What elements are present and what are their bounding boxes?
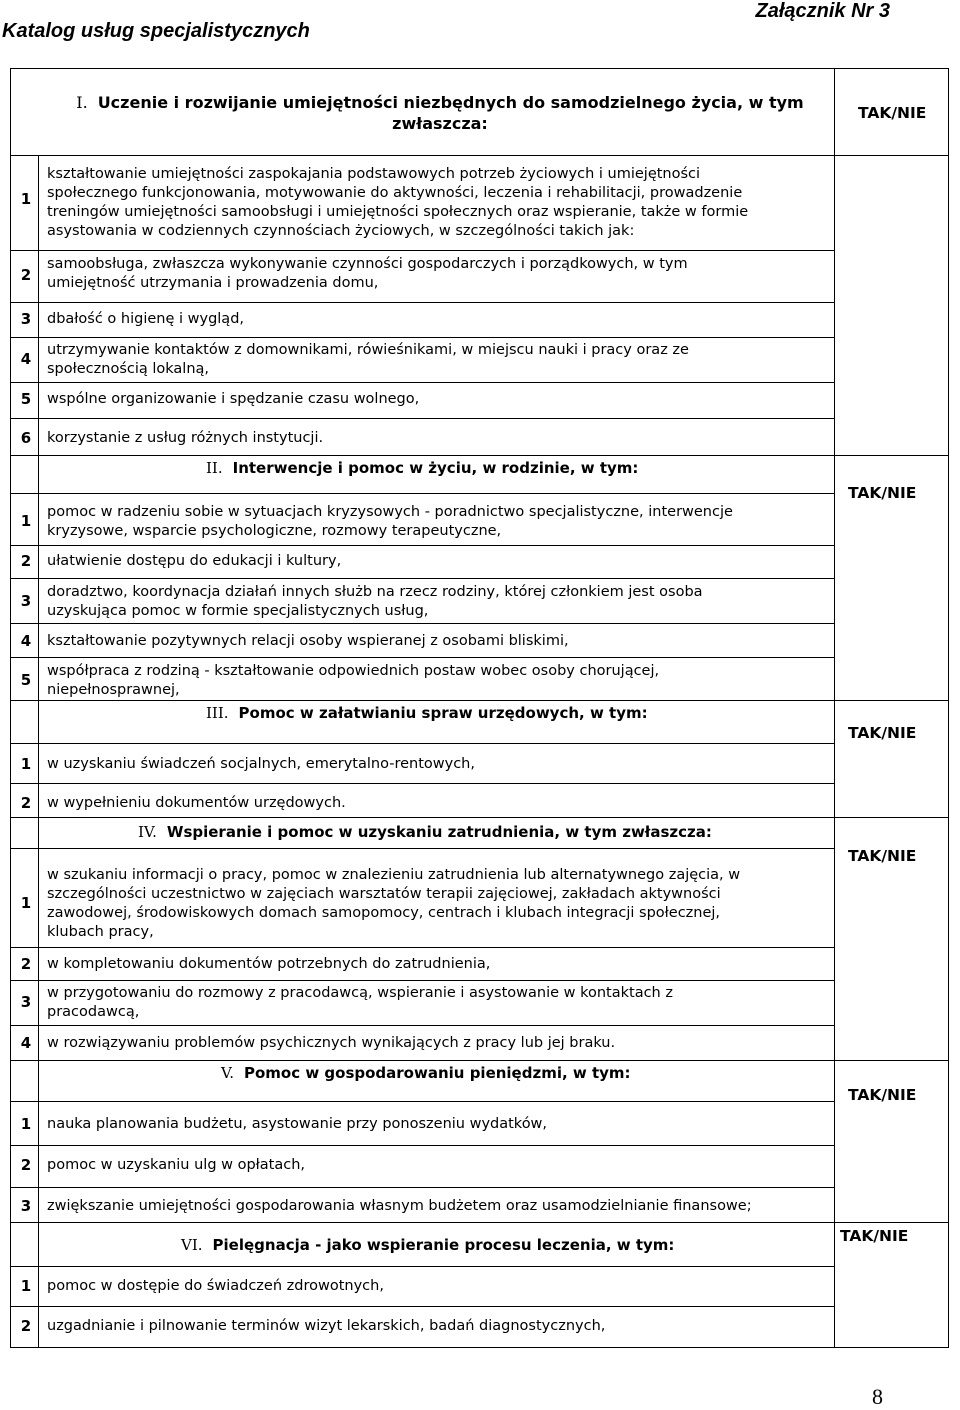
item-text bbox=[47, 632, 569, 651]
item-number: 1 bbox=[20, 1115, 32, 1133]
number-column-divider bbox=[38, 155, 39, 1348]
section-title: Wspieranie i pomoc w uzyskaniu zatrudnienia, w tym zwłaszcza: bbox=[166, 823, 712, 841]
annex-label: Załącznik Nr 3 bbox=[755, 0, 890, 22]
item-number: 1 bbox=[20, 190, 32, 208]
item-text-line: szczególności uczestnictwo w zajęciach warsztatów terapii zajęciowej, zakładach aktywności bbox=[47, 886, 721, 902]
item-text-line: niepełnosprawnej, bbox=[47, 682, 180, 698]
item-number: 2 bbox=[20, 955, 32, 973]
row-divider bbox=[10, 1306, 834, 1307]
item-text-line: w uzyskaniu świadczeń socjalnych, emerytalno-rentowych, bbox=[47, 756, 475, 772]
section-number: V. bbox=[221, 1064, 234, 1082]
row-divider bbox=[10, 1060, 949, 1061]
section-heading bbox=[206, 704, 648, 723]
item-text-line: korzystanie z usług różnych instytucji. bbox=[47, 430, 324, 446]
tak-nie-label: TAK/NIE bbox=[848, 724, 917, 742]
section-title: Pomoc w gospodarowaniu pieniędzmi, w tym: bbox=[243, 1064, 631, 1082]
item-text-line: pomoc w uzyskaniu ulg w opłatach, bbox=[47, 1157, 306, 1173]
item-text-line: w rozwiązywaniu problemów psychicznych wynikających z pracy lub jej braku. bbox=[47, 1035, 616, 1051]
section-number: I. bbox=[76, 93, 88, 112]
item-number: 5 bbox=[20, 390, 32, 408]
row-divider bbox=[10, 1266, 834, 1267]
item-number: 2 bbox=[20, 1156, 32, 1174]
item-text-line: klubach pracy, bbox=[47, 924, 154, 940]
item-text-line: doradztwo, koordynacja działań innych służb na rzecz rodziny, której członkiem jest osoba bbox=[47, 584, 703, 600]
item-text-line: kryzysowe, wsparcie psychologiczne, rozmowy terapeutyczne, bbox=[47, 523, 502, 539]
item-text-line: dbałość o higienę i wygląd, bbox=[47, 311, 245, 327]
item-text bbox=[47, 583, 703, 621]
item-number: 2 bbox=[20, 266, 32, 284]
item-text-line: umiejętność utrzymania i prowadzenia domu, bbox=[47, 275, 379, 291]
section-title: Uczenie i rozwijanie umiejętności niezbędnych do samodzielnego życia, w tym zwłaszcza: bbox=[97, 93, 804, 133]
item-text-line: kształtowanie pozytywnych relacji osoby wspieranej z osobami bliskimi, bbox=[47, 633, 569, 649]
item-text bbox=[47, 1115, 547, 1134]
item-text bbox=[47, 310, 244, 329]
item-text-line: w kompletowaniu dokumentów potrzebnych do zatrudnienia, bbox=[47, 956, 491, 972]
tak-nie-label: TAK/NIE bbox=[848, 1086, 917, 1104]
item-text-line: w szukaniu informacji o pracy, pomoc w znalezieniu zatrudnienia lub alternatywnego zajęcia, w bbox=[47, 867, 741, 883]
item-number: 4 bbox=[20, 632, 32, 650]
item-text bbox=[47, 662, 659, 700]
section-title: Pielęgnacja - jako wspieranie procesu leczenia, w tym: bbox=[212, 1236, 675, 1254]
item-text-line: kształtowanie umiejętności zaspokajania podstawowych potrzeb życiowych i umiejętności bbox=[47, 166, 701, 182]
item-text-line: treningów umiejętności samoobsługi i umiejętności społecznych oraz wspieranie, także w formie bbox=[47, 204, 749, 220]
row-divider bbox=[10, 337, 834, 338]
item-text-line: pracodawcą, bbox=[47, 1004, 140, 1020]
section-title: Interwencje i pomoc w życiu, w rodzinie, w tym: bbox=[232, 459, 639, 477]
item-text-line: społecznością lokalną, bbox=[47, 361, 210, 377]
item-text bbox=[47, 1034, 615, 1053]
row-divider bbox=[10, 155, 949, 156]
row-divider bbox=[10, 302, 834, 303]
item-text-line: społecznego funkcjonowania, motywowanie do aktywności, leczenia i rehabilitacji, prowadzenie bbox=[47, 185, 743, 201]
item-number: 1 bbox=[20, 894, 32, 912]
row-divider bbox=[10, 657, 834, 658]
row-divider bbox=[10, 623, 834, 624]
section-heading bbox=[206, 459, 638, 478]
item-text bbox=[47, 1156, 305, 1175]
item-text bbox=[47, 955, 490, 974]
item-text-line: uzgadnianie i pilnowanie terminów wizyt lekarskich, badań diagnostycznych, bbox=[47, 1318, 606, 1334]
item-text bbox=[47, 1197, 752, 1216]
item-text-line: nauka planowania budżetu, asystowanie przy ponoszeniu wydatków, bbox=[47, 1116, 548, 1132]
section-number: VI. bbox=[181, 1236, 203, 1254]
item-text-line: zwiększanie umiejętności gospodarowania własnym budżetem oraz usamodzielnianie finansowe; bbox=[47, 1198, 752, 1214]
item-number: 3 bbox=[20, 592, 32, 610]
item-number: 3 bbox=[20, 1197, 32, 1215]
section-number: II. bbox=[206, 459, 223, 477]
row-divider bbox=[10, 545, 834, 546]
item-text-line: pomoc w dostępie do świadczeń zdrowotnych, bbox=[47, 1278, 384, 1294]
item-number: 6 bbox=[20, 429, 32, 447]
section-heading bbox=[60, 92, 820, 134]
row-divider bbox=[10, 947, 834, 948]
tak-nie-label: TAK/NIE bbox=[848, 847, 917, 865]
section-title: Pomoc w załatwianiu spraw urzędowych, w tym: bbox=[238, 704, 648, 722]
item-text bbox=[47, 984, 673, 1022]
tak-nie-label: TAK/NIE bbox=[840, 1227, 909, 1245]
item-text bbox=[47, 552, 341, 571]
item-number: 4 bbox=[20, 350, 32, 368]
item-text-line: zawodowej, środowiskowych domach samopomocy, centrach i klubach integracji społecznej, bbox=[47, 905, 721, 921]
row-divider bbox=[10, 578, 834, 579]
row-divider bbox=[10, 1187, 834, 1188]
section-number: III. bbox=[206, 704, 229, 722]
row-divider bbox=[10, 743, 834, 744]
section-heading bbox=[181, 1236, 674, 1255]
item-text-line: wspólne organizowanie i spędzanie czasu wolnego, bbox=[47, 391, 420, 407]
item-number: 3 bbox=[20, 310, 32, 328]
item-text bbox=[47, 503, 733, 541]
row-divider bbox=[10, 455, 949, 456]
document-title: Katalog usług specjalistycznych bbox=[2, 20, 310, 42]
item-number: 2 bbox=[20, 1317, 32, 1335]
item-text bbox=[47, 341, 689, 379]
item-text bbox=[47, 1317, 605, 1336]
item-text bbox=[47, 1277, 384, 1296]
tak-nie-label: TAK/NIE bbox=[858, 104, 927, 122]
item-text-line: współpraca z rodziną - kształtowanie odpowiednich postaw wobec osoby chorującej, bbox=[47, 663, 660, 679]
row-divider bbox=[10, 250, 834, 251]
row-divider bbox=[10, 700, 949, 701]
row-divider bbox=[10, 1145, 834, 1146]
item-number: 1 bbox=[20, 512, 32, 530]
item-number: 1 bbox=[20, 755, 32, 773]
row-divider bbox=[10, 783, 834, 784]
page-number: 8 bbox=[872, 1384, 883, 1409]
item-text bbox=[47, 429, 323, 448]
item-text bbox=[47, 755, 475, 774]
row-divider bbox=[10, 493, 834, 494]
row-divider bbox=[10, 1025, 834, 1026]
item-number: 3 bbox=[20, 993, 32, 1011]
answer-column-divider bbox=[834, 68, 835, 1348]
row-divider bbox=[10, 980, 834, 981]
item-text-line: samoobsługa, zwłaszcza wykonywanie czynności gospodarczych i porządkowych, w tym bbox=[47, 256, 688, 272]
item-text bbox=[47, 390, 419, 409]
item-text bbox=[47, 255, 688, 293]
item-text-line: w przygotowaniu do rozmowy z pracodawcą, wspieranie i asystowanie w kontaktach z bbox=[47, 985, 673, 1001]
row-divider bbox=[10, 382, 834, 383]
item-text-line: utrzymywanie kontaktów z domownikami, rówieśnikami, w miejscu nauki i pracy oraz ze bbox=[47, 342, 689, 358]
section-number: IV. bbox=[138, 823, 157, 841]
item-text-line: pomoc w radzeniu sobie w sytuacjach kryzysowych - poradnictwo specjalistyczne, interwencje bbox=[47, 504, 733, 520]
section-heading bbox=[221, 1064, 631, 1083]
row-divider bbox=[10, 418, 834, 419]
item-number: 2 bbox=[20, 794, 32, 812]
item-text bbox=[47, 866, 740, 942]
item-text bbox=[47, 794, 346, 813]
item-text-line: asystowania w codziennych czynnościach życiowych, w szczególności takich jak: bbox=[47, 223, 635, 239]
item-number: 1 bbox=[20, 1277, 32, 1295]
item-text-line: ułatwienie dostępu do edukacji i kultury, bbox=[47, 553, 342, 569]
row-divider bbox=[10, 848, 834, 849]
row-divider bbox=[10, 817, 949, 818]
tak-nie-label: TAK/NIE bbox=[848, 484, 917, 502]
item-number: 4 bbox=[20, 1034, 32, 1052]
item-text-line: uzyskująca pomoc w formie specjalistycznych usług, bbox=[47, 603, 429, 619]
section-heading bbox=[138, 823, 712, 842]
item-number: 5 bbox=[20, 671, 32, 689]
item-number: 2 bbox=[20, 552, 32, 570]
row-divider bbox=[10, 1222, 949, 1223]
row-divider bbox=[10, 1101, 834, 1102]
item-text-line: w wypełnieniu dokumentów urzędowych. bbox=[47, 795, 346, 811]
item-text bbox=[47, 165, 748, 241]
